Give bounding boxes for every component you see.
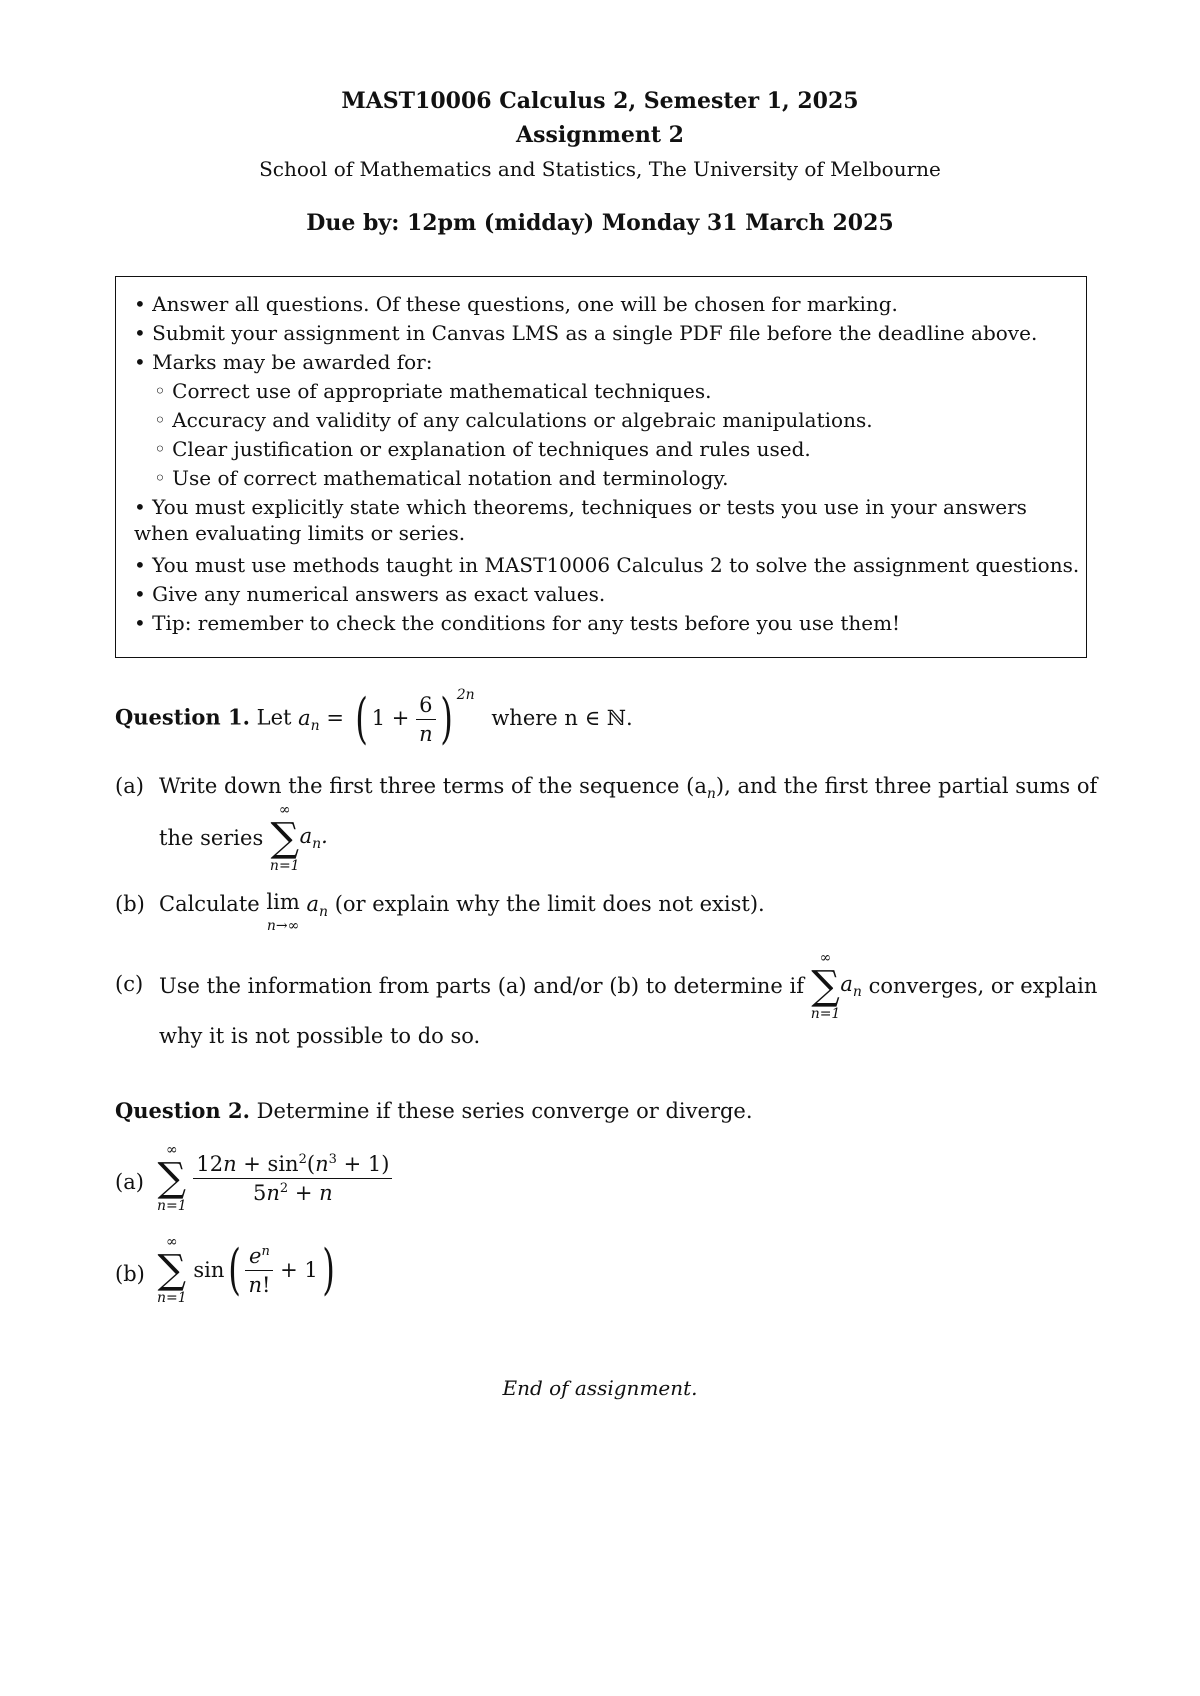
question-2-text: Determine if these series converge or diverge. (256, 1099, 753, 1123)
sum-symbol: ∞ ∑ n=1 (157, 1234, 187, 1306)
assignment-subtitle: Assignment 2 (516, 122, 684, 148)
instruction-item: • Give any numerical answers as exact values. (134, 582, 606, 606)
instruction-item: • Submit your assignment in Canvas LMS as a single PDF file before the deadline above. (134, 321, 1038, 345)
question-1-let: Let (256, 705, 292, 730)
instruction-item: • Answer all questions. Of these questions, one will be chosen for marking. (134, 292, 898, 316)
part-b-label: (b) (115, 892, 145, 916)
part-c-text-cont: converges, or explain (868, 974, 1098, 998)
part-a-label: (a) (115, 774, 144, 798)
sum-symbol: ∞ ∑ n=1 (157, 1142, 187, 1214)
instruction-subitem: ◦ Accuracy and validity of any calculations or algebraic manipulations. (154, 408, 873, 432)
part-c-label: (c) (115, 972, 144, 996)
instruction-item: • You must explicitly state which theorems, techniques or tests you use in your answers when evaluating limits or series. (134, 495, 1027, 545)
part-a-text: Write down the first three terms of the sequence (a (159, 774, 707, 798)
question-1 (115, 686, 633, 750)
series-b-term: sin (193, 1258, 225, 1282)
question-1-heading: Question 1. (115, 704, 250, 730)
instruction-item: • Tip: remember to check the conditions for any tests before you use them! (134, 611, 901, 635)
part-b-text-cont: (or explain why the limit does not exist). (334, 892, 765, 916)
instruction-subitem: ◦ Correct use of appropriate mathematical techniques. (154, 379, 712, 403)
question-2-heading: Question 2. (115, 1098, 250, 1123)
end-of-assignment: End of assignment. (502, 1376, 698, 1400)
instruction-subitem: ◦ Use of correct mathematical notation and terminology. (154, 466, 729, 490)
part-c-text: Use the information from parts (a) and/or (b) to determine if (159, 974, 804, 998)
assignment-page: MAST10006 Calculus 2, Semester 1, 2025 Assignment 2 School of Mathematics and Statistics, The University of Melbourne Due by: 12pm (midday) Monday 31 March 2025 • Answer all questions. Of these questions, one will be chosen for marking. • Submit your assignment in Canvas LMS as a single PDF file before the deadline above. • Marks may be awarded for: ◦ Correct use of appropriate mathematical techniques. ◦ Accuracy and validity of any calculations or algebraic manipulations. ◦ Clear justification or explanation of techniques and rules used. ◦ Use of correct mathematical notation and terminology. • You must explicitly state which theorems, techniques or tests you use in your answers when evaluating limits or series. • You must use methods taught in MAST10006 Calculus 2 to solve the assignment questions. • Give any numerical answers as exact values. • Tip: remember to check the conditions for any tests before you use them! Question 1. Let $a_n$ = ( 1 + $\frac{6}{n}$ ) $^{2n}$ where n ∈ ℕ. (a) Write down the first three terms of the sequence $(a_n)$, and the first three partial sums of the series ∞ ∑ n=1 $a_n$. (b) Calculate lim n→∞ $a_n$ (or explain why the limit does not exist). (c) Use the information from parts (a) and/or (b) to determine if ∞ ∑ n=1 $a_n$ converges, or explain why it is not possible to do so. Question 2. Determine if these series converge or diverge. (a) ∞ ∑ n=1 $\frac{12n + \sin^2(n^3 + 1)}{5n^2 + n}$ (b) ∞ ∑ n=1 sin( $\frac{e^n}{n!}$ + 1) End of assignment. (0, 0, 1200, 1696)
question-2 (115, 1098, 753, 1123)
part-b-text: Calculate (159, 892, 260, 916)
part-a-text-cont: ), and the first three partial sums of (715, 774, 1098, 798)
sum-symbol: ∞ ∑ n=1 (810, 950, 841, 1022)
instruction-subitem: ◦ Clear justification or explanation of techniques and rules used. (154, 437, 811, 461)
question-1-where: where n ∈ ℕ. (491, 705, 633, 730)
limit-expression: lim n→∞ (266, 890, 300, 934)
series-a-term: $\frac{12n + \sin^2(n^3 + 1)}{5n^2 + n}$ (193, 1152, 392, 1205)
sum-symbol: ∞ ∑ n=1 (269, 802, 300, 874)
q2-part-b-label: (b) (115, 1262, 145, 1286)
part-c-text-line2: why it is not possible to do so. (159, 1024, 481, 1048)
school-name: School of Mathematics and Statistics, The University of Melbourne (259, 157, 941, 181)
part-a-series-label: the series (159, 826, 264, 850)
instruction-item: • Marks may be awarded for: (134, 350, 433, 374)
instruction-item: • You must use methods taught in MAST10006 Calculus 2 to solve the assignment questions. (134, 553, 1080, 577)
document-title: MAST10006 Calculus 2, Semester 1, 2025 (341, 88, 859, 114)
due-date: Due by: 12pm (midday) Monday 31 March 2025 (306, 210, 894, 236)
q2-part-a-label: (a) (115, 1170, 144, 1194)
sequence-definition: $a_n$ = ( 1 + $\frac{6}{n}$ ) $^{2n}$ (298, 686, 475, 750)
instructions-box (115, 276, 1087, 658)
